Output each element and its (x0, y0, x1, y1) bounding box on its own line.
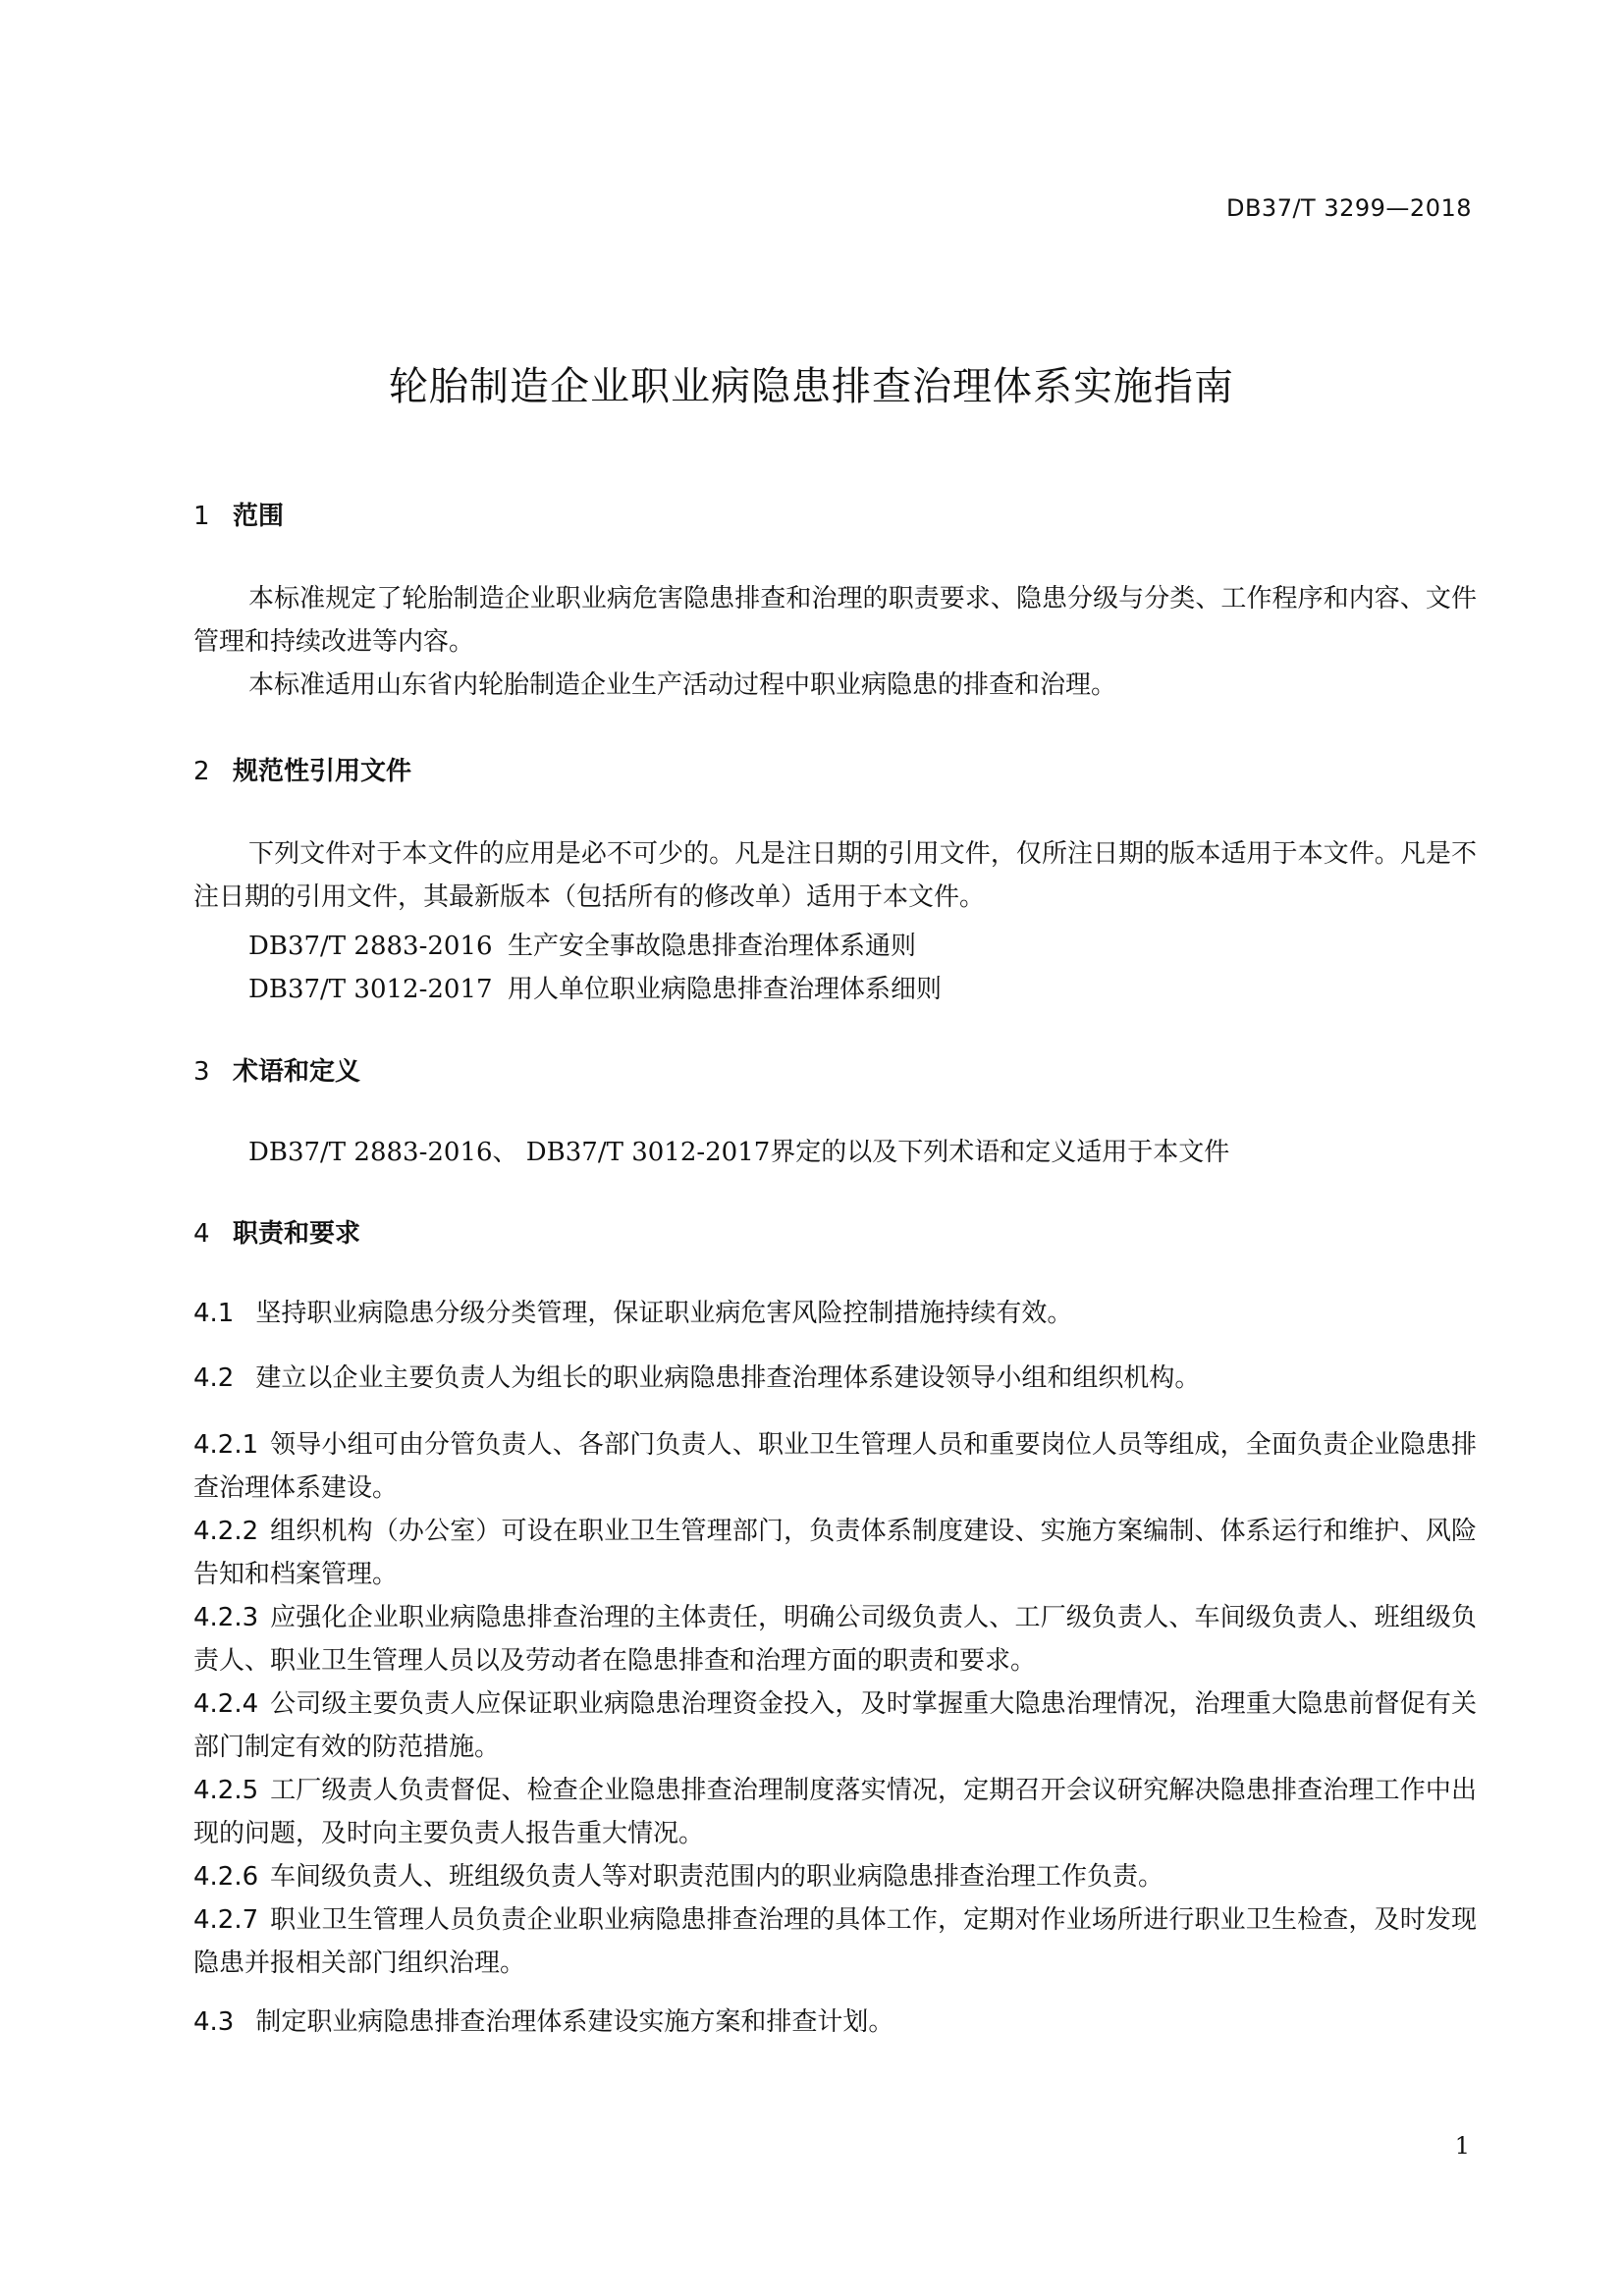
clause-text: 职业卫生管理人员负责企业职业病隐患排查治理的具体工作，定期对作业场所进行职业卫生检查，及时发现隐患并报相关部门组织治理。 (193, 1905, 1477, 1978)
section-3-heading (193, 1051, 360, 1088)
clause-number: 4.2.5 (193, 1776, 259, 1805)
section-1-heading (193, 496, 284, 532)
clause-number: 4.2.7 (193, 1905, 259, 1935)
clause-4-2-7 (193, 1898, 1477, 1985)
clause-number: 4.2.3 (193, 1603, 259, 1632)
section-title: 术语和定义 (233, 1057, 361, 1087)
section-2-heading (193, 751, 411, 787)
section-2-paragraph-1: 下列文件对于本文件的应用是必不可少的。凡是注日期的引用文件，仅所注日期的版本适用于本文件。凡是不注日期的引用文件，其最新版本（包括所有的修改单）适用于本文件。 (193, 839, 1477, 912)
clause-number: 4.1 (193, 1299, 235, 1328)
clause-number: 4.2.1 (193, 1430, 259, 1460)
document-title: 轮胎制造企业职业病隐患排查治理体系实施指南 (389, 364, 1234, 409)
reference-title: 生产安全事故隐患排查治理体系通则 (508, 932, 917, 961)
section-title: 规范性引用文件 (233, 757, 412, 786)
clause-text: 建立以企业主要负责人为组长的职业病隐患排查治理体系建设领导小组和组织机构。 (255, 1363, 1201, 1393)
section-3-paragraph-1: DB37/T 2883-2016、 DB37/T 3012-2017界定的以及下列术语和定义适用于本文件 (248, 1138, 1230, 1167)
reference-item (248, 926, 916, 962)
clause-4-1 (193, 1292, 1477, 1335)
clause-4-2-2 (193, 1510, 1477, 1596)
section-title: 职责和要求 (233, 1219, 361, 1249)
section-1-paragraph-2: 本标准适用山东省内轮胎制造企业生产活动过程中职业病隐患的排查和治理。 (248, 670, 1117, 700)
section-1-paragraph-1: 本标准规定了轮胎制造企业职业病危害隐患排查和治理的职责要求、隐患分级与分类、工作程序和内容、文件管理和持续改进等内容。 (193, 584, 1477, 657)
reference-code: DB37/T 3012-2017 (248, 975, 493, 1004)
section-number: 3 (193, 1057, 210, 1087)
reference-code: DB37/T 2883-2016 (248, 932, 493, 961)
clause-4-2-5 (193, 1769, 1477, 1855)
clause-text: 公司级主要负责人应保证职业病隐患治理资金投入，及时掌握重大隐患治理情况，治理重大隐患前督促有关部门制定有效的防范措施。 (193, 1689, 1477, 1762)
clause-4-2 (193, 1357, 1477, 1400)
clause-4-2-4 (193, 1682, 1477, 1769)
clause-text: 制定职业病隐患排查治理体系建设实施方案和排查计划。 (255, 2007, 894, 2037)
section-number: 4 (193, 1219, 210, 1249)
clause-number: 4.3 (193, 2007, 235, 2037)
section-title: 范围 (233, 502, 285, 531)
clause-text: 坚持职业病隐患分级分类管理，保证职业病危害风险控制措施持续有效。 (255, 1299, 1073, 1328)
clause-text: 应强化企业职业病隐患排查治理的主体责任，明确公司级负责人、工厂级负责人、车间级负责人、班组级负责人、职业卫生管理人员以及劳动者在隐患排查和治理方面的职责和要求。 (193, 1603, 1477, 1676)
reference-title: 用人单位职业病隐患排查治理体系细则 (508, 975, 943, 1004)
clause-text: 组织机构（办公室）可设在职业卫生管理部门，负责体系制度建设、实施方案编制、体系运行和维护、风险告知和档案管理。 (193, 1517, 1477, 1589)
clause-4-2-3 (193, 1596, 1477, 1682)
clause-number: 4.2.6 (193, 1862, 259, 1892)
section-4-heading (193, 1213, 360, 1250)
clause-number: 4.2 (193, 1363, 235, 1393)
clause-number: 4.2.2 (193, 1517, 259, 1546)
page-number: 1 (1454, 2132, 1470, 2160)
section-number: 2 (193, 757, 210, 786)
clause-text: 领导小组可由分管负责人、各部门负责人、职业卫生管理人员和重要岗位人员等组成，全面负责企业隐患排查治理体系建设。 (193, 1430, 1477, 1503)
standard-code: DB37/T 3299—2018 (1225, 194, 1472, 222)
clause-text: 工厂级责人负责督促、检查企业隐患排查治理制度落实情况，定期召开会议研究解决隐患排查治理工作中出现的问题，及时向主要负责人报告重大情况。 (193, 1776, 1477, 1848)
clause-4-3 (193, 2001, 1477, 2044)
clause-4-2-1 (193, 1423, 1477, 1510)
section-number: 1 (193, 502, 210, 531)
clause-number: 4.2.4 (193, 1689, 259, 1719)
reference-item (248, 969, 942, 1005)
clause-4-2-6 (193, 1855, 1477, 1898)
clause-text: 车间级负责人、班组级负责人等对职责范围内的职业病隐患排查治理工作负责。 (270, 1862, 1164, 1892)
